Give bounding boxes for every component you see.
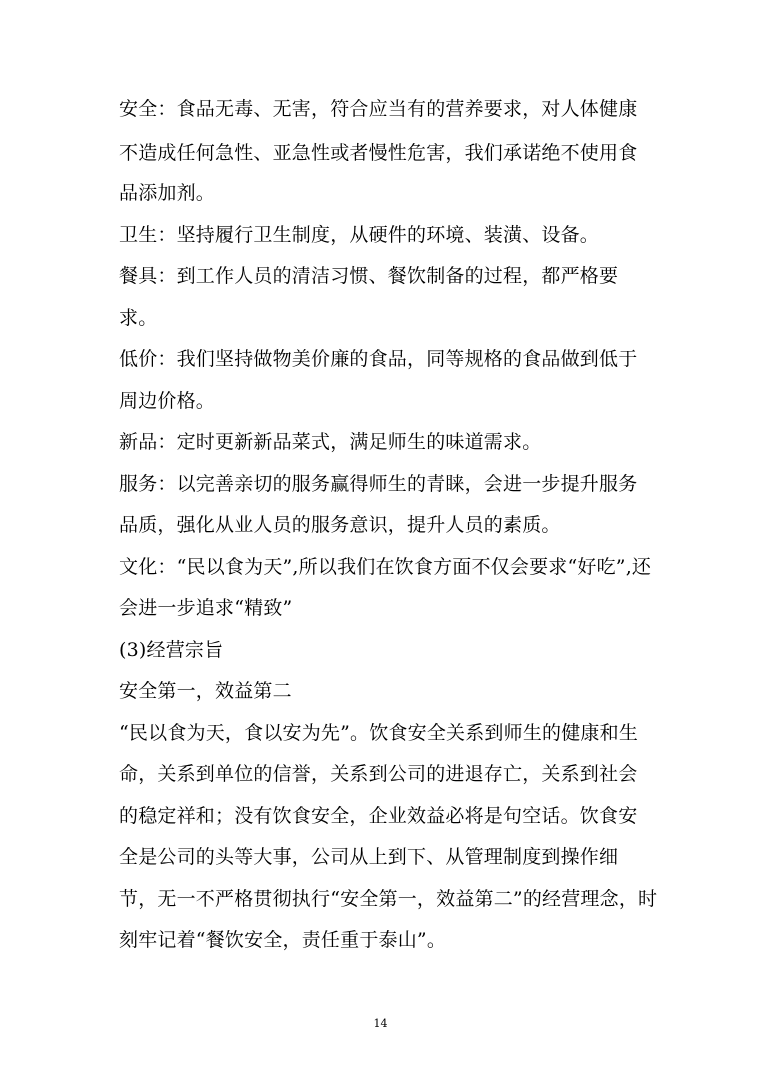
text-line: 安全：食品无毒、无害，符合应当有的营养要求，对人体健康 — [119, 98, 638, 120]
text-line: 会进一步追求“精致” — [119, 597, 293, 619]
text-line: 品添加剂。 — [119, 182, 216, 204]
text-line: 求。 — [119, 307, 158, 329]
text-line: 服务：以完善亲切的服务赢得师生的青睐，会进一步提升服务 — [119, 473, 638, 495]
text-line: 餐具：到工作人员的清洁习惯、餐饮制备的过程，都严格要 — [119, 265, 619, 287]
text-line: 新品：定时更新新品菜式，满足师生的味道需求。 — [119, 431, 542, 453]
text-line: 刻牢记着“餐饮安全，责任重于泰山”。 — [119, 929, 447, 951]
text-line: 全是公司的头等大事，公司从上到下、从管理制度到操作细 — [119, 846, 619, 868]
text-line: 命，关系到单位的信誉，关系到公司的进退存亡，关系到社会 — [119, 763, 638, 785]
text-line: 低价：我们坚持做物美价廉的食品，同等规格的食品做到低于 — [119, 348, 638, 370]
text-line: 的稳定祥和；没有饮食安全，企业效益必将是句空话。饮食安 — [119, 805, 638, 827]
text-line: 文化：“民以食为天”,所以我们在饮食方面不仅会要求“好吃”,还 — [119, 556, 652, 578]
section-subheading: 安全第一，效益第二 — [119, 680, 292, 702]
text-line: 节，无一不严格贯彻执行“安全第一，效益第二”的经营理念，时 — [119, 888, 658, 910]
text-line: 品质，强化从业人员的服务意识，提升人员的素质。 — [119, 514, 561, 536]
text-line: 卫生：坚持履行卫生制度，从硬件的环境、装潢、设备。 — [119, 224, 600, 246]
text-line: “民以食为天，食以安为先”。饮食安全关系到师生的健康和生 — [119, 722, 639, 744]
section-heading: (3)经营宗旨 — [119, 639, 224, 661]
page-number: 14 — [373, 1017, 388, 1030]
text-line: 不造成任何急性、亚急性或者慢性危害，我们承诺绝不使用食 — [119, 142, 638, 164]
text-line: 周边价格。 — [119, 390, 216, 412]
